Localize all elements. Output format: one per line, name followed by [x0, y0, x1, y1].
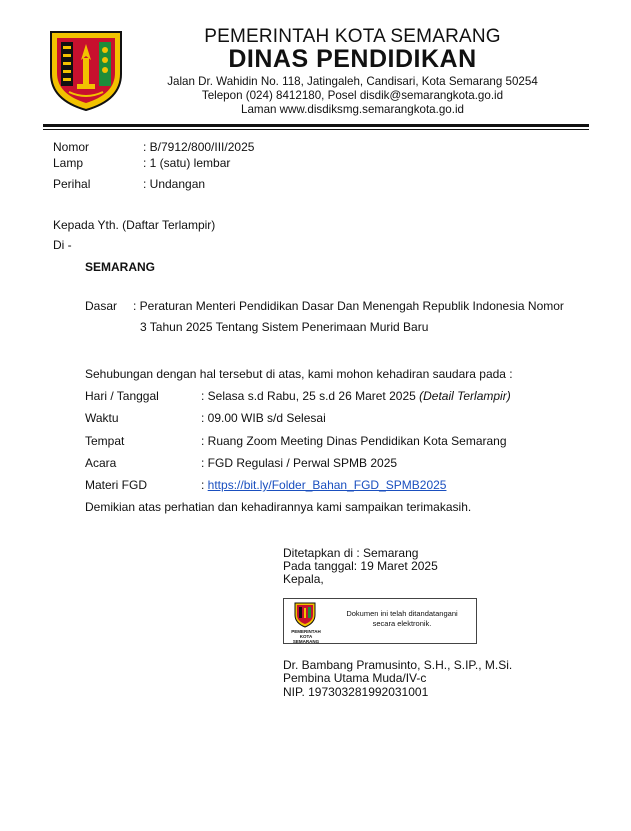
stamp-crest-icon: [294, 602, 316, 628]
detail-note: (Detail Terlampir): [419, 389, 511, 403]
detail-label-materi: Materi FGD: [85, 478, 148, 492]
government-name: PEMERINTAH KOTA SEMARANG: [204, 26, 501, 47]
perihal-label: Perihal: [53, 177, 91, 191]
header-rule-thick: [43, 124, 589, 127]
detail-value-hari: : Selasa s.d Rabu, 25 s.d 26 Maret 2025 (Detail Terlampir): [201, 389, 511, 403]
office-website: Laman www.disdiksmg.semarangkota.go.id: [241, 103, 464, 116]
department-name: DINAS PENDIDIKAN: [228, 45, 477, 73]
dasar-label: Dasar: [85, 299, 118, 313]
detail-value-materi: : https://bit.ly/Folder_Bahan_FGD_SPMB2025: [201, 478, 447, 492]
recipient-di: Di -: [53, 238, 72, 252]
signatory-nip: NIP. 197303281992031001: [283, 685, 429, 699]
recipient-to: Kepada Yth. (Daftar Terlampir): [53, 218, 216, 232]
header-rule-thin: [43, 129, 589, 130]
closing-text: Demikian atas perhatian dan kehadirannya kami sampaikan terimakasih.: [85, 500, 472, 514]
lamp-value: : 1 (satu) lembar: [143, 156, 231, 170]
stamp-line-2: secara elektronik.: [372, 619, 432, 628]
signature-position: Kepala,: [283, 572, 324, 586]
signatory-rank: Pembina Utama Muda/IV-c: [283, 671, 427, 685]
dasar-line1: : Peraturan Menteri Pendidikan Dasar Dan Menengah Republik Indonesia Nomor: [133, 299, 564, 313]
nomor-label: Nomor: [53, 140, 90, 154]
stamp-text: [332, 609, 472, 629]
detail-label-waktu: Waktu: [85, 411, 119, 425]
detail-label-tempat: Tempat: [85, 434, 125, 448]
dasar-line2: 3 Tahun 2025 Tentang Sistem Penerimaan Murid Baru: [140, 320, 429, 334]
office-contact: Telepon (024) 8412180, Posel disdik@semarangkota.go.id: [201, 89, 504, 102]
signature-place: Ditetapkan di : Semarang: [283, 546, 419, 560]
lamp-label: Lamp: [53, 156, 84, 170]
detail-value-acara: : FGD Regulasi / Perwal SPMB 2025: [201, 456, 398, 470]
recipient-city: SEMARANG: [85, 260, 156, 274]
body-intro: Sehubungan dengan hal tersebut di atas, kami mohon kehadiran saudara pada :: [85, 367, 513, 381]
detail-label-hari: Hari / Tanggal: [85, 389, 159, 403]
perihal-value: : Undangan: [143, 177, 206, 191]
nomor-value: : B/7912/800/III/2025: [143, 140, 255, 154]
stamp-line-1: Dokumen ini telah ditandatangani: [346, 609, 458, 618]
electronic-signature-stamp: [283, 598, 477, 644]
signature-date: Pada tanggal: 19 Maret 2025: [283, 559, 438, 573]
signatory-name: Dr. Bambang Pramusinto, S.H., S.IP., M.Si.: [283, 658, 513, 672]
office-address: Jalan Dr. Wahidin No. 118, Jatingaleh, Candisari, Kota Semarang 50254: [167, 75, 538, 88]
detail-value-waktu: : 09.00 WIB s/d Selesai: [201, 411, 326, 425]
stamp-caption: PEMERINTAH KOTA SEMARANG: [291, 629, 321, 644]
detail-value-tempat: : Ruang Zoom Meeting Dinas Pendidikan Kota Semarang: [201, 434, 507, 448]
detail-label-acara: Acara: [85, 456, 117, 470]
materi-link[interactable]: https://bit.ly/Folder_Bahan_FGD_SPMB2025: [207, 478, 447, 492]
